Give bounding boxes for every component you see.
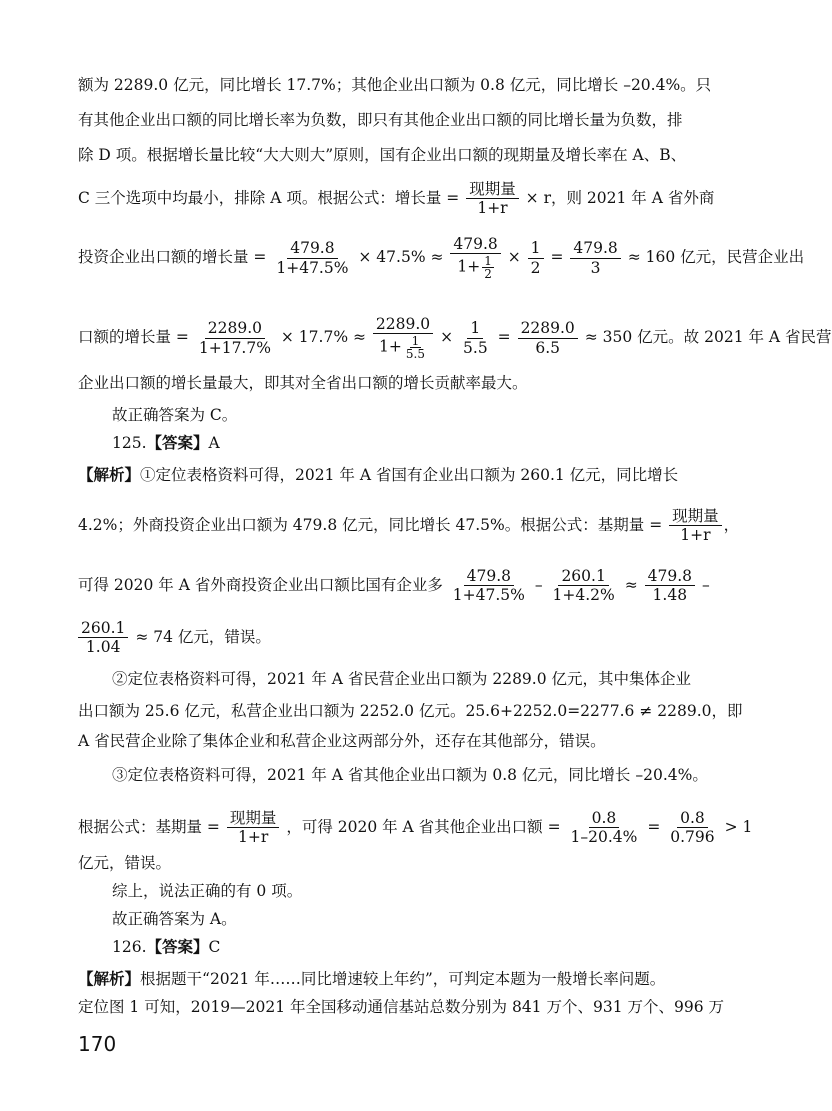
analysis-125: 【解析】①定位表格资料可得，2021 年 A 省国有企业出口额为 260.1 亿元，同比增长 bbox=[78, 465, 679, 484]
text-line: 故正确答案为 C。 bbox=[112, 406, 238, 424]
text-line: A 省民营企业除了集体企业和私营企业这两部分外，还存在其他部分，错误。 bbox=[78, 732, 606, 750]
fraction: $\frac{479.8}{1+47.5\%}$ bbox=[452, 567, 525, 605]
fraction-current-over-base: $\frac{\text{现期量}}{1+r}$ bbox=[669, 508, 722, 544]
text-line: 定位图 1 可知，2019—2021 年全国移动通信基站总数分别为 841 万个、931 万个、996 万 bbox=[78, 998, 724, 1016]
fraction: $\frac{2289.0}{6.5}$ bbox=[518, 320, 578, 356]
fraction: $\frac{2289.0}{1+17.7\%}$ bbox=[198, 319, 271, 357]
fraction: $\frac{479.8}{1+47.5\%}$ bbox=[276, 239, 349, 277]
text-line: ②定位表格资料可得，2021 年 A 省民营企业出口额为 2289.0 亿元，其中集体企业 bbox=[112, 670, 692, 688]
fraction: $\frac{0.8}{1-20.4\%}$ bbox=[570, 809, 638, 847]
fraction: $\frac{479.8}{1.48}$ bbox=[645, 568, 695, 604]
text-line: ③定位表格资料可得，2021 年 A 省其他企业出口额为 0.8 亿元，同比增长 –20.4%。 bbox=[112, 766, 708, 784]
text-line: 除 D 项。根据增长量比较“大大则大”原则，国有企业出口额的现期量及增长率在 A、B、 bbox=[78, 146, 687, 164]
fraction-current-over-base: $\frac{\text{现期量}}{1+r}$ bbox=[227, 810, 280, 846]
text-line: 综上，说法正确的有 0 项。 bbox=[112, 882, 303, 900]
formula-line-foreign: 投资企业出口额的增长量 = $\frac{479.8}{1+47.5\%}$ × 47.5% ≈ 479.8 1+ $\frac{1}{2}$ × $\frac{1}{2}$ = $\frac{479.8}{3}$ ≈ 160 亿元，民营企业出 bbox=[78, 235, 805, 282]
fraction-nested: 2289.0 1+ $\frac{1}{5.5}$ bbox=[373, 316, 433, 360]
formula-line-base: 4.2%；外商投资企业出口额为 479.8 亿元，同比增长 47.5%。根据公式：基期量 = $\frac{\text{现期量}}{1+r}$ ， bbox=[78, 507, 740, 545]
page-number: 170 bbox=[78, 1032, 117, 1056]
fraction-current-over-base: $\frac{\text{现期量}}{1+r}$ bbox=[466, 181, 519, 217]
text-line: 有其他企业出口额的同比增长率为负数，即只有其他企业出口额的同比增长量为负数，排 bbox=[78, 111, 683, 129]
formula-line-other: 根据公式：基期量 = $\frac{\text{现期量}}{1+r}$ ，可得 2020 年 A 省其他企业出口额 = $\frac{0.8}{1-20.4\%}$ = $\frac{0.8}{0.796}$ > 1 bbox=[78, 809, 753, 847]
fraction: $\frac{0.8}{0.796}$ bbox=[670, 809, 715, 847]
answer-125: 125.【答案】A bbox=[112, 433, 220, 452]
formula-line-private: 口额的增长量 = $\frac{2289.0}{1+17.7\%}$ × 17.7% ≈ 2289.0 1+ $\frac{1}{5.5}$ × $\frac{1}{5.5}$ = $\frac{2289.0}{6.5}$ ≈ 350 亿元。故 2021 年 A 省民营 bbox=[78, 315, 832, 362]
fraction-nested: 479.8 1+ $\frac{1}{2}$ bbox=[450, 236, 500, 280]
fraction: $\frac{260.1}{1+4.2\%}$ bbox=[552, 567, 615, 605]
fraction: $\frac{479.8}{3}$ bbox=[570, 240, 620, 276]
formula-line-diff: 可得 2020 年 A 省外商投资企业出口额比国有企业多 $\frac{479.8}{1+47.5\%}$ – $\frac{260.1}{1+4.2\%}$ ≈ $\frac{479.8}{1.48}$ – bbox=[78, 567, 710, 605]
text-line: 企业出口额的增长量最大，即其对全省出口额的增长贡献率最大。 bbox=[78, 374, 528, 392]
formula-line-result: $\frac{260.1}{1.04}$ ≈ 74 亿元，错误。 bbox=[78, 620, 738, 656]
answer-126: 126.【答案】C bbox=[112, 937, 221, 956]
analysis-126: 【解析】根据题干“2021 年……同比增速较上年约”，可判定本题为一般增长率问题。 bbox=[78, 969, 666, 988]
text-line: 额为 2289.0 亿元，同比增长 17.7%；其他企业出口额为 0.8 亿元，同比增长 –20.4%。只 bbox=[78, 76, 712, 94]
text-line: 出口额为 25.6 亿元，私营企业出口额为 2252.0 亿元。25.6+2252.0=2277.6 ≠ 2289.0，即 bbox=[78, 702, 743, 720]
fraction: $\frac{1}{5.5}$ bbox=[463, 319, 488, 357]
text-line: 故正确答案为 A。 bbox=[112, 910, 237, 928]
formula-line-growth: C 三个选项中均最小，排除 A 项。根据公式：增长量 = $\frac{\text{现期量}}{1+r}$ × r，则 2021 年 A 省外商 bbox=[78, 180, 715, 218]
text-line: 亿元，错误。 bbox=[78, 854, 172, 872]
fraction: $\frac{1}{2}$ bbox=[528, 240, 544, 276]
fraction: $\frac{260.1}{1.04}$ bbox=[78, 620, 128, 656]
